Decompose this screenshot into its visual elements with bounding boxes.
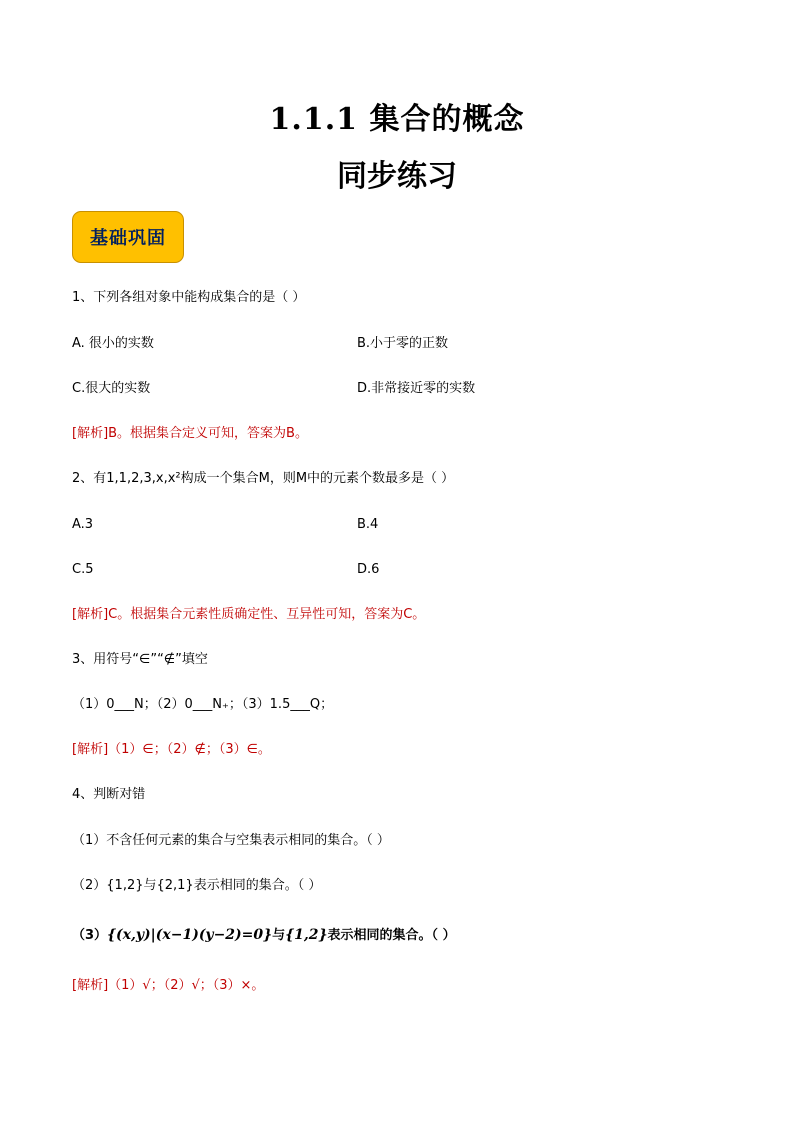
- question-1-answer: [解析]B。根据集合定义可知，答案为B。: [72, 426, 308, 441]
- question-1-stem: 1、下列各组对象中能构成集合的是（ ）: [72, 290, 306, 305]
- question-2-option-a: A.3: [72, 517, 94, 532]
- section-badge-label: 基础巩固: [90, 228, 166, 249]
- question-1-option-c: C.很大的实数: [72, 381, 151, 396]
- question-3-answer: [解析]（1）∈；（2）∉；（3）∈。: [72, 742, 271, 757]
- question-4-item-2: （2）{1,2}与{2,1}表示相同的集合。（ ）: [72, 878, 322, 893]
- page-subtitle: 同步练习: [337, 159, 457, 194]
- question-2-stem: 2、有1,1,2,3,x,x²构成一个集合M，则M中的元素个数最多是（ ）: [72, 471, 455, 486]
- set-formula-2: {1,2}: [285, 927, 328, 943]
- question-2-option-d: D.6: [357, 562, 380, 577]
- question-4-item-1: （1）不含任何元素的集合与空集表示相同的集合。（ ）: [72, 833, 390, 848]
- question-4-item-3: [72, 926, 456, 945]
- set-formula: {(x,y)|(x−1)(y−2)=0}: [107, 927, 273, 943]
- question-3-stem: 3、用符号“∈”“∉”填空: [72, 652, 208, 667]
- question-1-option-b: B.小于零的正数: [357, 336, 449, 351]
- question-4-item-3-prefix: （3）: [72, 928, 108, 943]
- question-2-answer: [解析]C。根据集合元素性质确定性、互异性可知，答案为C。: [72, 607, 426, 622]
- question-3-items: （1）0___N；（2）0___N₊；（3）1.5___Q；: [72, 697, 334, 712]
- question-4-stem: 4、判断对错: [72, 787, 146, 802]
- question-2-option-b: B.4: [357, 517, 379, 532]
- question-4-answer: [解析]（1）√；（2）√；（3）×。: [72, 978, 265, 993]
- question-4-item-3-mid: 与: [272, 928, 286, 943]
- question-2-option-c: C.5: [72, 562, 94, 577]
- question-4-item-3-suffix: 表示相同的集合。（ ）: [327, 928, 456, 943]
- question-1-option-d: D.非常接近零的实数: [357, 381, 476, 396]
- section-badge: [72, 211, 184, 263]
- question-1-option-a: A. 很小的实数: [72, 336, 154, 351]
- page-title: 1.1.1 集合的概念: [269, 102, 525, 137]
